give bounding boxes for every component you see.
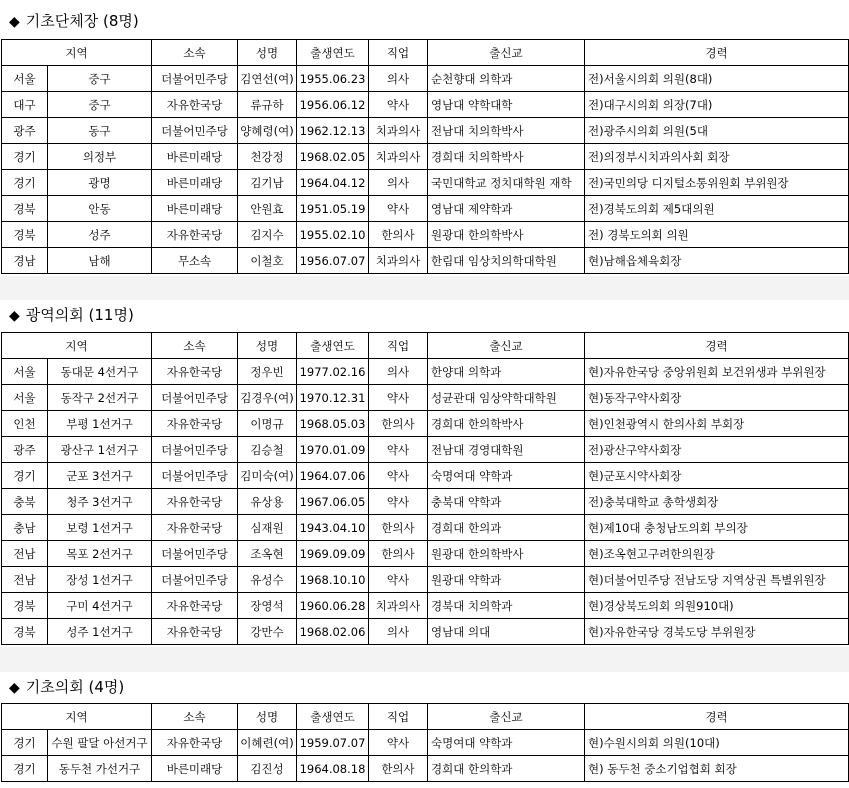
table-row bbox=[2, 567, 849, 593]
diamond-icon: ◆ bbox=[9, 680, 20, 696]
section-title-text: 기초의회 (4명) bbox=[25, 678, 125, 696]
header-name: 성명 bbox=[238, 704, 297, 730]
cell-district: 동대문 4선거구 bbox=[48, 359, 152, 385]
cell-name: 이혜련(여) bbox=[238, 730, 297, 756]
cell-career: 현) 동두천 중소기업협회 회장 bbox=[585, 756, 849, 782]
table-metro-council bbox=[1, 332, 849, 645]
table-row bbox=[2, 196, 849, 222]
cell-career: 현)군포시약사회장 bbox=[585, 463, 849, 489]
section-title bbox=[9, 677, 124, 698]
cell-district: 안동 bbox=[48, 196, 152, 222]
cell-party: 자유한국당 bbox=[152, 515, 238, 541]
cell-birth: 1964.04.12 bbox=[297, 170, 369, 196]
cell-name: 조옥현 bbox=[238, 541, 297, 567]
cell-birth: 1968.10.10 bbox=[297, 567, 369, 593]
cell-job: 의사 bbox=[369, 619, 428, 645]
cell-career: 현)자유한국당 경북도당 부위원장 bbox=[585, 619, 849, 645]
diamond-icon: ◆ bbox=[9, 308, 20, 324]
cell-district: 동구 bbox=[48, 118, 152, 144]
cell-job: 한의사 bbox=[369, 515, 428, 541]
cell-job: 치과의사 bbox=[369, 118, 428, 144]
header-party: 소속 bbox=[152, 333, 238, 359]
cell-school: 영남대 의대 bbox=[428, 619, 585, 645]
cell-province: 경기 bbox=[2, 730, 48, 756]
section-title-text: 기초단체장 (8명) bbox=[25, 12, 139, 30]
table-header-row bbox=[2, 704, 849, 730]
table-row bbox=[2, 541, 849, 567]
cell-district: 중구 bbox=[48, 92, 152, 118]
cell-district: 의정부 bbox=[48, 144, 152, 170]
cell-birth: 1968.02.05 bbox=[297, 144, 369, 170]
cell-name: 장영석 bbox=[238, 593, 297, 619]
cell-district: 동두천 가선거구 bbox=[48, 756, 152, 782]
cell-party: 자유한국당 bbox=[152, 593, 238, 619]
header-school: 출신교 bbox=[428, 704, 585, 730]
header-job: 직업 bbox=[369, 40, 428, 66]
cell-career: 현)수원시의회 의원(10대) bbox=[585, 730, 849, 756]
header-birth: 출생연도 bbox=[297, 333, 369, 359]
cell-name: 김승철 bbox=[238, 437, 297, 463]
cell-school: 한림대 임상치의학대학원 bbox=[428, 248, 585, 274]
cell-name: 김경우(여) bbox=[238, 385, 297, 411]
cell-party: 자유한국당 bbox=[152, 730, 238, 756]
cell-name: 유상용 bbox=[238, 489, 297, 515]
cell-name: 이철호 bbox=[238, 248, 297, 274]
cell-school: 국민대학교 정치대학원 재학 bbox=[428, 170, 585, 196]
header-job: 직업 bbox=[369, 704, 428, 730]
table-row bbox=[2, 385, 849, 411]
cell-school: 성균관대 임상약학대학원 bbox=[428, 385, 585, 411]
table-row bbox=[2, 222, 849, 248]
cell-party: 자유한국당 bbox=[152, 619, 238, 645]
cell-party: 더불어민주당 bbox=[152, 541, 238, 567]
cell-school: 경희대 한의학박사 bbox=[428, 411, 585, 437]
header-career: 경력 bbox=[585, 40, 849, 66]
cell-province: 경북 bbox=[2, 593, 48, 619]
section-title bbox=[9, 305, 134, 326]
cell-career: 현)조옥현고구려한의원장 bbox=[585, 541, 849, 567]
section-title-text: 광역의회 (11명) bbox=[25, 306, 134, 324]
cell-career: 전)충북대학교 총학생회장 bbox=[585, 489, 849, 515]
table-row bbox=[2, 619, 849, 645]
cell-party: 자유한국당 bbox=[152, 411, 238, 437]
cell-job: 의사 bbox=[369, 359, 428, 385]
cell-party: 무소속 bbox=[152, 248, 238, 274]
cell-name: 김미숙(여) bbox=[238, 463, 297, 489]
cell-province: 광주 bbox=[2, 118, 48, 144]
header-region: 지역 bbox=[2, 333, 152, 359]
cell-school: 원광대 한의학박사 bbox=[428, 222, 585, 248]
cell-job: 약사 bbox=[369, 567, 428, 593]
cell-career: 전) 경북도의회 의원 bbox=[585, 222, 849, 248]
cell-name: 강만수 bbox=[238, 619, 297, 645]
cell-province: 전남 bbox=[2, 541, 48, 567]
cell-birth: 1977.02.16 bbox=[297, 359, 369, 385]
table-row bbox=[2, 489, 849, 515]
header-career: 경력 bbox=[585, 704, 849, 730]
cell-province: 경기 bbox=[2, 463, 48, 489]
cell-district: 장성 1선거구 bbox=[48, 567, 152, 593]
cell-province: 경기 bbox=[2, 756, 48, 782]
cell-name: 류규하 bbox=[238, 92, 297, 118]
cell-job: 약사 bbox=[369, 385, 428, 411]
cell-name: 김진성 bbox=[238, 756, 297, 782]
table-row bbox=[2, 515, 849, 541]
cell-birth: 1956.06.12 bbox=[297, 92, 369, 118]
cell-birth: 1964.07.06 bbox=[297, 463, 369, 489]
table-row bbox=[2, 411, 849, 437]
cell-career: 전)대구시의회 의장(7대) bbox=[585, 92, 849, 118]
cell-school: 영남대 제약학과 bbox=[428, 196, 585, 222]
cell-province: 전남 bbox=[2, 567, 48, 593]
cell-name: 김연선(여) bbox=[238, 66, 297, 92]
cell-district: 성주 1선거구 bbox=[48, 619, 152, 645]
header-region: 지역 bbox=[2, 704, 152, 730]
cell-province: 경북 bbox=[2, 196, 48, 222]
cell-district: 광명 bbox=[48, 170, 152, 196]
cell-birth: 1967.06.05 bbox=[297, 489, 369, 515]
cell-province: 경기 bbox=[2, 170, 48, 196]
cell-school: 경희대 한의과 bbox=[428, 515, 585, 541]
cell-district: 광산구 1선거구 bbox=[48, 437, 152, 463]
cell-birth: 1964.08.18 bbox=[297, 756, 369, 782]
table-row bbox=[2, 730, 849, 756]
cell-party: 더불어민주당 bbox=[152, 567, 238, 593]
cell-name: 안원효 bbox=[238, 196, 297, 222]
table-basic-council bbox=[1, 703, 849, 782]
cell-career: 전)국민의당 디지털소통위원회 부위원장 bbox=[585, 170, 849, 196]
cell-school: 경희대 치의학박사 bbox=[428, 144, 585, 170]
table-row bbox=[2, 92, 849, 118]
cell-province: 인천 bbox=[2, 411, 48, 437]
cell-job: 한의사 bbox=[369, 541, 428, 567]
table-row bbox=[2, 170, 849, 196]
cell-province: 서울 bbox=[2, 66, 48, 92]
cell-district: 군포 3선거구 bbox=[48, 463, 152, 489]
header-party: 소속 bbox=[152, 704, 238, 730]
cell-birth: 1970.01.09 bbox=[297, 437, 369, 463]
cell-name: 천강정 bbox=[238, 144, 297, 170]
cell-career: 전)광산구약사회장 bbox=[585, 437, 849, 463]
cell-province: 경남 bbox=[2, 248, 48, 274]
cell-birth: 1956.07.07 bbox=[297, 248, 369, 274]
section-title bbox=[9, 11, 139, 32]
header-birth: 출생연도 bbox=[297, 704, 369, 730]
cell-birth: 1959.07.07 bbox=[297, 730, 369, 756]
section-gap bbox=[0, 647, 849, 672]
cell-job: 약사 bbox=[369, 730, 428, 756]
cell-job: 의사 bbox=[369, 66, 428, 92]
cell-party: 자유한국당 bbox=[152, 489, 238, 515]
header-school: 출신교 bbox=[428, 333, 585, 359]
cell-party: 더불어민주당 bbox=[152, 118, 238, 144]
cell-province: 서울 bbox=[2, 359, 48, 385]
table-row bbox=[2, 248, 849, 274]
cell-birth: 1970.12.31 bbox=[297, 385, 369, 411]
cell-province: 경북 bbox=[2, 619, 48, 645]
cell-school: 충북대 약학과 bbox=[428, 489, 585, 515]
cell-name: 양혜령(여) bbox=[238, 118, 297, 144]
table-row bbox=[2, 463, 849, 489]
cell-name: 김기남 bbox=[238, 170, 297, 196]
cell-job: 약사 bbox=[369, 437, 428, 463]
cell-province: 경기 bbox=[2, 144, 48, 170]
cell-career: 전)서울시의회 의원(8대) bbox=[585, 66, 849, 92]
cell-district: 남해 bbox=[48, 248, 152, 274]
cell-party: 더불어민주당 bbox=[152, 385, 238, 411]
table-header-row bbox=[2, 40, 849, 66]
cell-school: 경희대 한의학과 bbox=[428, 756, 585, 782]
cell-province: 경북 bbox=[2, 222, 48, 248]
cell-district: 목포 2선거구 bbox=[48, 541, 152, 567]
table-basic-heads bbox=[1, 39, 849, 274]
cell-birth: 1955.06.23 bbox=[297, 66, 369, 92]
cell-job: 치과의사 bbox=[369, 144, 428, 170]
cell-province: 충남 bbox=[2, 515, 48, 541]
cell-district: 중구 bbox=[48, 66, 152, 92]
header-party: 소속 bbox=[152, 40, 238, 66]
header-name: 성명 bbox=[238, 40, 297, 66]
cell-job: 약사 bbox=[369, 196, 428, 222]
cell-district: 부평 1선거구 bbox=[48, 411, 152, 437]
cell-birth: 1969.09.09 bbox=[297, 541, 369, 567]
cell-name: 정우빈 bbox=[238, 359, 297, 385]
table-header-row bbox=[2, 333, 849, 359]
cell-birth: 1962.12.13 bbox=[297, 118, 369, 144]
cell-party: 더불어민주당 bbox=[152, 66, 238, 92]
header-name: 성명 bbox=[238, 333, 297, 359]
cell-name: 심재원 bbox=[238, 515, 297, 541]
cell-province: 광주 bbox=[2, 437, 48, 463]
table-row bbox=[2, 66, 849, 92]
cell-name: 이명규 bbox=[238, 411, 297, 437]
cell-school: 한양대 의학과 bbox=[428, 359, 585, 385]
cell-school: 원광대 약학과 bbox=[428, 567, 585, 593]
header-job: 직업 bbox=[369, 333, 428, 359]
cell-birth: 1968.02.06 bbox=[297, 619, 369, 645]
cell-career: 전)의정부시치과의사회 회장 bbox=[585, 144, 849, 170]
table-row bbox=[2, 437, 849, 463]
cell-province: 서울 bbox=[2, 385, 48, 411]
cell-school: 전남대 경영대학원 bbox=[428, 437, 585, 463]
cell-job: 의사 bbox=[369, 170, 428, 196]
header-career: 경력 bbox=[585, 333, 849, 359]
cell-career: 현)제10대 충청남도의회 부의장 bbox=[585, 515, 849, 541]
cell-party: 더불어민주당 bbox=[152, 437, 238, 463]
cell-party: 바른미래당 bbox=[152, 196, 238, 222]
cell-name: 유성수 bbox=[238, 567, 297, 593]
cell-district: 수원 팔달 아선거구 bbox=[48, 730, 152, 756]
cell-party: 더불어민주당 bbox=[152, 463, 238, 489]
header-school: 출신교 bbox=[428, 40, 585, 66]
section-gap bbox=[0, 276, 849, 300]
cell-career: 전)경북도의회 제5대의원 bbox=[585, 196, 849, 222]
cell-birth: 1951.05.19 bbox=[297, 196, 369, 222]
cell-job: 한의사 bbox=[369, 411, 428, 437]
cell-school: 숙명여대 약학과 bbox=[428, 463, 585, 489]
cell-career: 현)자유한국당 중앙위원회 보건위생과 부위원장 bbox=[585, 359, 849, 385]
cell-district: 구미 4선거구 bbox=[48, 593, 152, 619]
cell-district: 동작구 2선거구 bbox=[48, 385, 152, 411]
cell-district: 성주 bbox=[48, 222, 152, 248]
cell-name: 김지수 bbox=[238, 222, 297, 248]
cell-party: 자유한국당 bbox=[152, 222, 238, 248]
cell-job: 한의사 bbox=[369, 222, 428, 248]
cell-school: 전남대 치의학박사 bbox=[428, 118, 585, 144]
cell-job: 한의사 bbox=[369, 756, 428, 782]
cell-career: 현)동작구약사회장 bbox=[585, 385, 849, 411]
cell-job: 치과의사 bbox=[369, 593, 428, 619]
table-row bbox=[2, 359, 849, 385]
cell-party: 바른미래당 bbox=[152, 144, 238, 170]
diamond-icon: ◆ bbox=[9, 14, 20, 30]
cell-party: 자유한국당 bbox=[152, 359, 238, 385]
cell-birth: 1968.05.03 bbox=[297, 411, 369, 437]
cell-province: 충북 bbox=[2, 489, 48, 515]
table-row bbox=[2, 756, 849, 782]
header-birth: 출생연도 bbox=[297, 40, 369, 66]
cell-school: 순천향대 의학과 bbox=[428, 66, 585, 92]
cell-career: 현)남해읍체육회장 bbox=[585, 248, 849, 274]
cell-job: 치과의사 bbox=[369, 248, 428, 274]
table-row bbox=[2, 118, 849, 144]
cell-career: 현)인천광역시 한의사회 부회장 bbox=[585, 411, 849, 437]
cell-province: 대구 bbox=[2, 92, 48, 118]
cell-party: 바른미래당 bbox=[152, 756, 238, 782]
cell-party: 바른미래당 bbox=[152, 170, 238, 196]
cell-school: 숙명여대 약학과 bbox=[428, 730, 585, 756]
cell-school: 원광대 한의학박사 bbox=[428, 541, 585, 567]
cell-school: 영남대 약학대학 bbox=[428, 92, 585, 118]
header-region: 지역 bbox=[2, 40, 152, 66]
cell-job: 약사 bbox=[369, 489, 428, 515]
cell-career: 현)더불어민주당 전남도당 지역상권 특별위원장 bbox=[585, 567, 849, 593]
cell-job: 약사 bbox=[369, 463, 428, 489]
table-row bbox=[2, 593, 849, 619]
cell-job: 약사 bbox=[369, 92, 428, 118]
cell-district: 청주 3선거구 bbox=[48, 489, 152, 515]
cell-career: 전)광주시의회 의원(5대 bbox=[585, 118, 849, 144]
cell-birth: 1955.02.10 bbox=[297, 222, 369, 248]
table-row bbox=[2, 144, 849, 170]
cell-birth: 1943.04.10 bbox=[297, 515, 369, 541]
cell-party: 자유한국당 bbox=[152, 92, 238, 118]
cell-career: 현)경상북도의회 의원910대) bbox=[585, 593, 849, 619]
cell-birth: 1960.06.28 bbox=[297, 593, 369, 619]
cell-school: 경북대 치의학과 bbox=[428, 593, 585, 619]
cell-district: 보령 1선거구 bbox=[48, 515, 152, 541]
